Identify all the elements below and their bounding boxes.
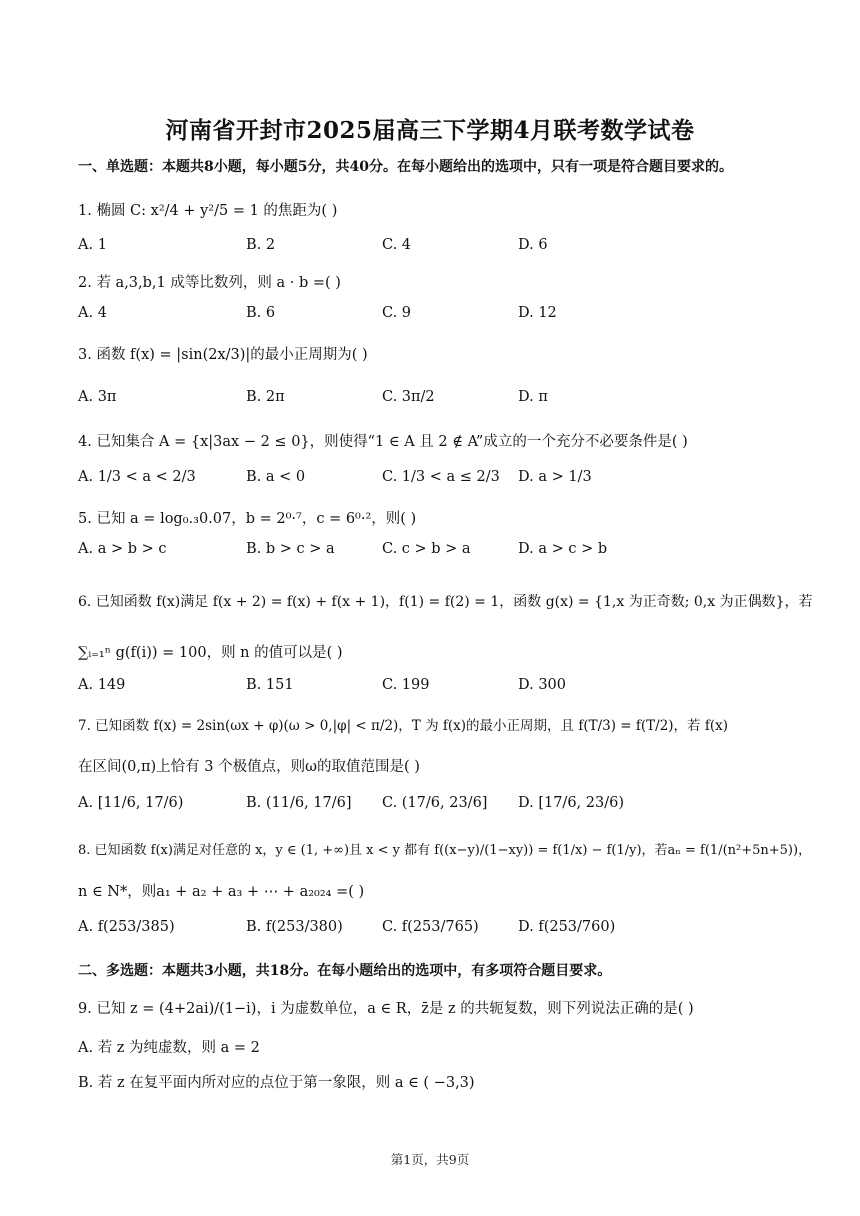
question-8-option-a: A. f(253/385)	[78, 919, 175, 935]
question-5-option-b: B. b > c > a	[246, 541, 335, 557]
question-3-option-c: C. 3π/2	[382, 389, 435, 405]
question-2-option-b: B. 6	[246, 305, 276, 321]
question-5-stem: 5. 已知 a = log₀.₃0.07，b = 2⁰·⁷，c = 6⁰·²，则( )	[78, 511, 417, 527]
question-3-option-d: D. π	[518, 389, 548, 405]
question-6-option-a: A. 149	[78, 677, 126, 693]
question-7-stem-line-2: 在区间(0,π)上恰有 3 个极值点，则ω的取值范围是( )	[78, 759, 420, 775]
question-4-option-a: A. 1/3 < a < 2/3	[78, 469, 196, 485]
question-5-option-c: C. c > b > a	[382, 541, 471, 557]
question-3-stem: 3. 函数 f(x) = |sin(2x/3)|的最小正周期为( )	[78, 347, 368, 363]
question-7-option-a: A. [11/6, 17/6)	[78, 795, 184, 811]
question-8-option-d: D. f(253/760)	[518, 919, 616, 935]
question-9-option-a: A. 若 z 为纯虚数，则 a = 2	[78, 1040, 260, 1056]
question-1-option-b: B. 2	[246, 237, 276, 253]
question-4-option-c: C. 1/3 < a ≤ 2/3	[382, 469, 500, 485]
question-4-stem: 4. 已知集合 A = {x|3ax − 2 ≤ 0}，则使得“1 ∈ A 且 2 ∉ A”成立的一个充分不必要条件是( )	[78, 434, 688, 450]
question-4-option-b: B. a < 0	[246, 469, 306, 485]
question-6-stem-line-2: ∑ᵢ₌₁ⁿ g(f(i)) = 100，则 n 的值可以是( )	[78, 645, 343, 661]
question-1-stem: 1. 椭圆 C: x²/4 + y²/5 = 1 的焦距为( )	[78, 203, 338, 219]
page-footer: 第1页，共9页	[390, 1152, 470, 1167]
question-3-option-b: B. 2π	[246, 389, 285, 405]
question-2-option-a: A. 4	[78, 305, 107, 321]
question-1-option-a: A. 1	[78, 237, 107, 253]
question-5-option-d: D. a > c > b	[518, 541, 608, 557]
section-heading-single-choice: 一、单选题：本题共8小题，每小题5分，共40分。在每小题给出的选项中，只有一项是符合题目要求的。	[78, 159, 733, 175]
question-6-stem-line-1: 6. 已知函数 f(x)满足 f(x + 2) = f(x) + f(x + 1)，f(1) = f(2) = 1，函数 g(x) = {1,x 为正奇数; 0,x 为正偶数}，若	[78, 594, 813, 610]
page-title: 河南省开封市2025届高三下学期4月联考数学试卷	[165, 117, 695, 144]
question-4-option-d: D. a > 1/3	[518, 469, 592, 485]
question-7-option-b: B. (11/6, 17/6]	[246, 795, 352, 811]
question-7-option-d: D. [17/6, 23/6)	[518, 795, 624, 811]
question-9-option-b: B. 若 z 在复平面内所对应的点位于第一象限，则 a ∈ ( −3,3)	[78, 1075, 475, 1091]
question-8-option-b: B. f(253/380)	[246, 919, 343, 935]
question-2-stem: 2. 若 a,3,b,1 成等比数列，则 a · b =( )	[78, 275, 341, 291]
question-8-option-c: C. f(253/765)	[382, 919, 479, 935]
question-5-option-a: A. a > b > c	[78, 541, 167, 557]
section-heading-multiple-choice: 二、多选题：本题共3小题，共18分。在每小题给出的选项中，有多项符合题目要求。	[78, 963, 612, 979]
question-1-option-c: C. 4	[382, 237, 412, 253]
question-9-stem: 9. 已知 z = (4+2ai)/(1−i)，i 为虚数单位，a ∈ R，z̄是 z 的共轭复数，则下列说法正确的是( )	[78, 1001, 694, 1017]
question-7-stem-line-1: 7. 已知函数 f(x) = 2sin(ωx + φ)(ω > 0,|φ| < π/2)，T 为 f(x)的最小正周期，且 f(T/3) = f(T/2)，若 f(x)	[78, 718, 728, 734]
question-2-option-c: C. 9	[382, 305, 412, 321]
question-6-option-d: D. 300	[518, 677, 567, 693]
question-8-stem-line-2: n ∈ N*，则a₁ + a₂ + a₃ + ⋯ + a₂₀₂₄ =( )	[78, 884, 365, 900]
question-7-option-c: C. (17/6, 23/6]	[382, 795, 488, 811]
question-8-stem-line-1: 8. 已知函数 f(x)满足对任意的 x，y ∈ (1, +∞)且 x < y 都有 f((x−y)/(1−xy)) = f(1/x) − f(1/y)，若aₙ = f(1/(n²+5n+5))，	[78, 843, 812, 858]
question-1-option-d: D. 6	[518, 237, 548, 253]
question-6-option-b: B. 151	[246, 677, 294, 693]
question-2-option-d: D. 12	[518, 305, 557, 321]
question-3-option-a: A. 3π	[78, 389, 117, 405]
question-6-option-c: C. 199	[382, 677, 430, 693]
